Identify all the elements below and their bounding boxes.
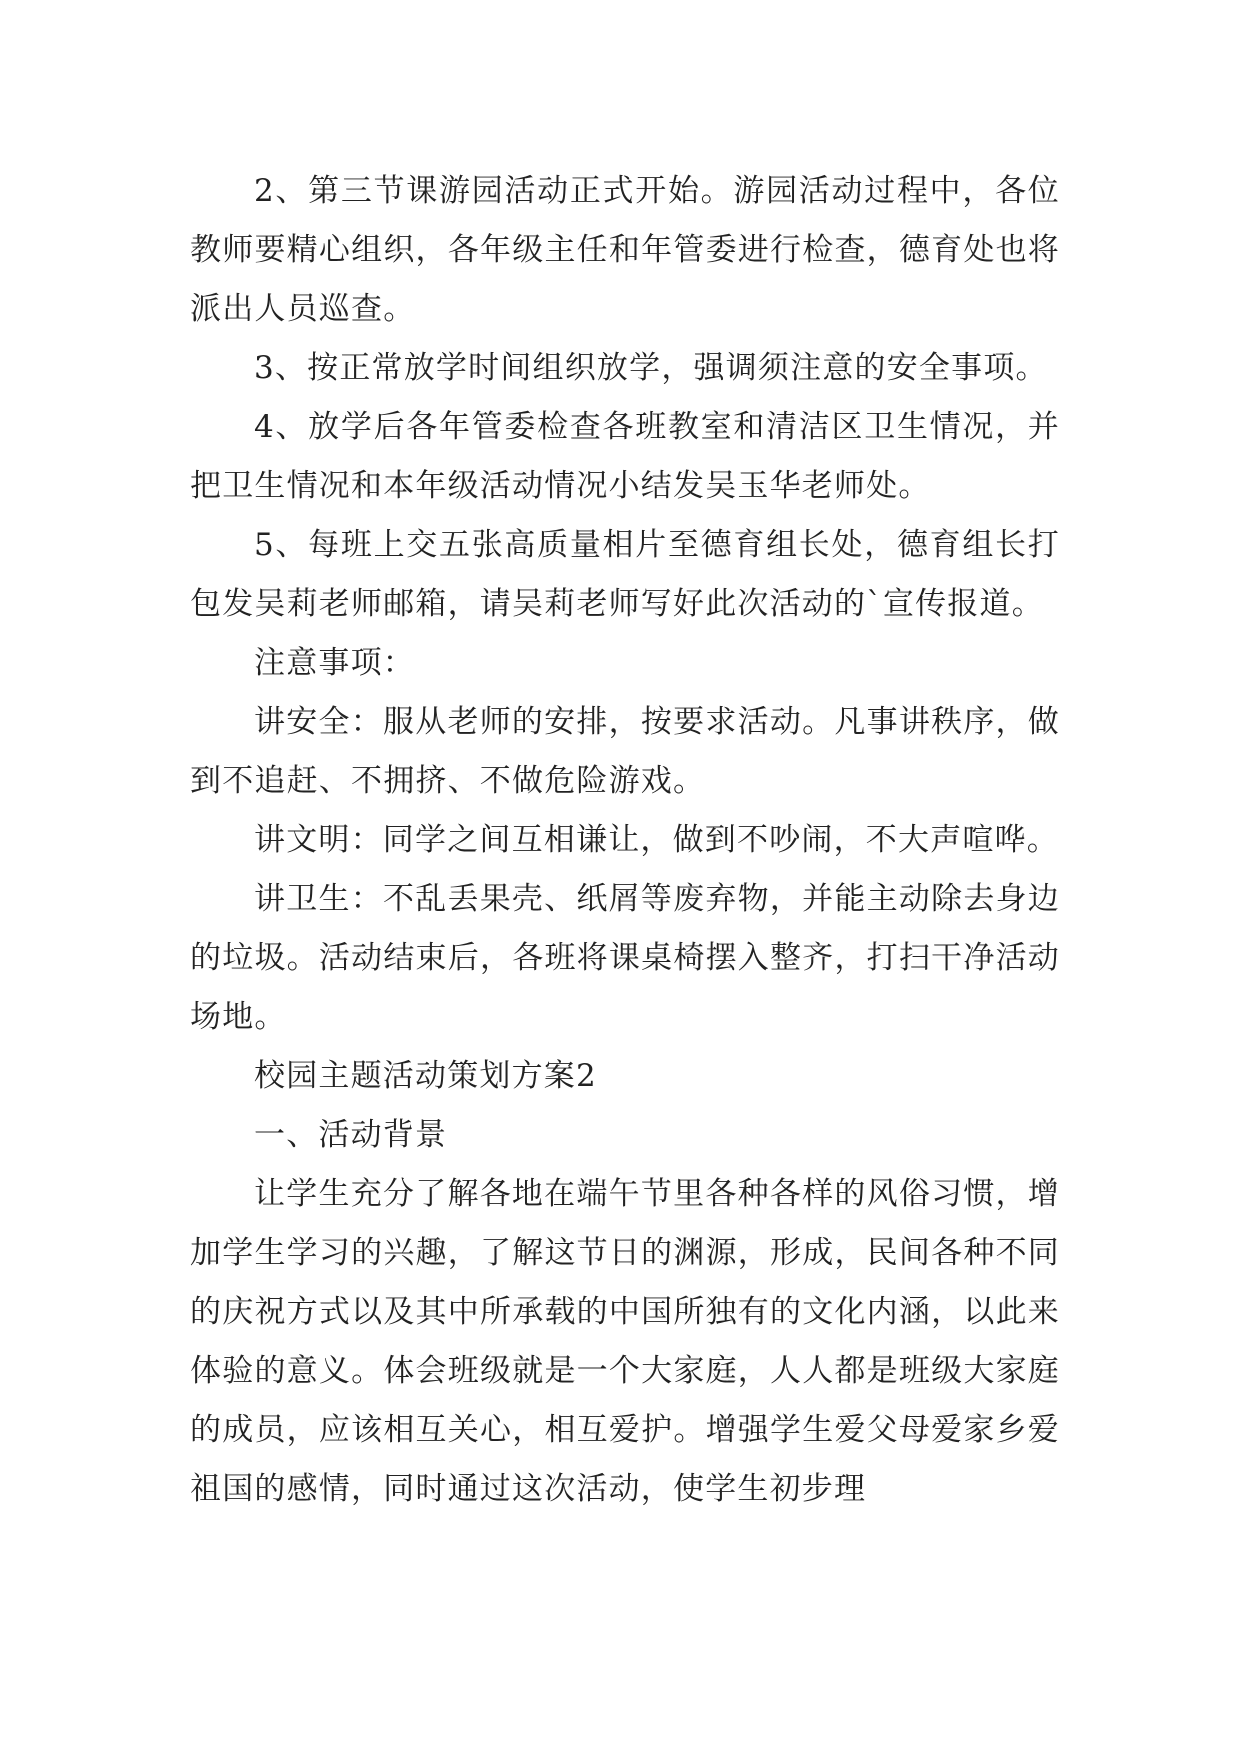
paragraph-step-3: 3、按正常放学时间组织放学，强调须注意的安全事项。 [254, 350, 1048, 386]
note-hygiene: 讲卫生：不乱丢果壳、纸屑等废弃物，并能主动除去身边的垃圾。活动结束后，各班将课桌椅摆入整齐，打扫干净活动场地。 [190, 881, 1060, 1035]
paragraph-step-4: 4、放学后各年管委检查各班教室和清洁区卫生情况，并把卫生情况和本年级活动情况小结发吴玉华老师处。 [190, 409, 1060, 504]
section-title: 校园主题活动策划方案2 [254, 1058, 597, 1094]
document-body [190, 162, 1060, 1519]
paragraph-background: 让学生充分了解各地在端午节里各种各样的风俗习惯，增加学生学习的兴趣，了解这节日的渊源，形成，民间各种不同的庆祝方式以及其中所承载的中国所独有的文化内涵，以此来体验的意义。体会班级就是一个大家庭，人人都是班级大家庭的成员，应该相互关心，相互爱护。增强学生爱父母爱家乡爱祖国的感情，同时通过这次活动，使学生初步理 [190, 1176, 1060, 1507]
notes-heading: 注意事项： [254, 645, 415, 681]
paragraph-step-2: 2、第三节课游园活动正式开始。游园活动过程中，各位教师要精心组织，各年级主任和年管委进行检查，德育处也将派出人员巡查。 [190, 173, 1060, 327]
subsection-heading: 一、活动背景 [254, 1117, 448, 1153]
note-safety: 讲安全：服从老师的安排，按要求活动。凡事讲秩序，做到不追赶、不拥挤、不做危险游戏。 [190, 704, 1060, 799]
paragraph-step-5: 5、每班上交五张高质量相片至德育组长处，德育组长打包发吴莉老师邮箱，请吴莉老师写好此次活动的`宣传报道。 [190, 527, 1060, 622]
note-civility: 讲文明：同学之间互相谦让，做到不吵闹，不大声喧哗。 [254, 822, 1059, 858]
